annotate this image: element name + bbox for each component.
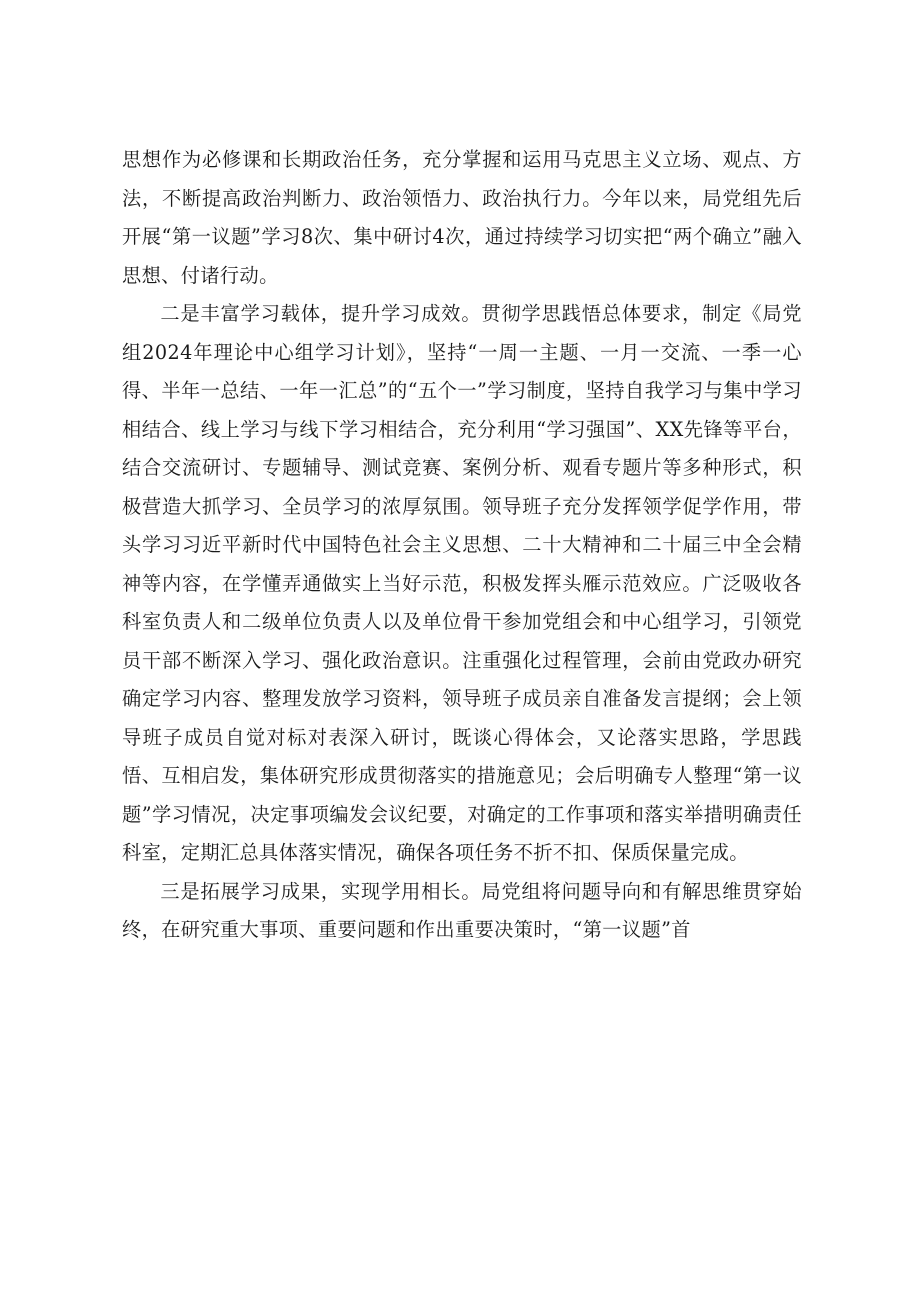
paragraph-enrich-study-carriers: 二是丰富学习载体，提升学习成效。贯彻学思践悟总体要求，制定《局党组2024年理论中心组学习计划》，坚持“一周一主题、一月一交流、一季一心得、半年一总结、一年一汇总”的“五个一”学习制度，坚持自我学习与集中学习相结合、线上学习与线下学习相结合，充分利用“学习强国”、XX先锋等平台，结合交流研讨、专题辅导、测试竞赛、案例分析、观看专题片等多种形式，积极营造大抓学习、全员学习的浓厚氛围。领导班子充分发挥领学促学作用，带头学习习近平新时代中国特色社会主义思想、二十大精神和二十届三中全会精神等内容，在学懂弄通做实上当好示范，积极发挥头雁示范效应。广泛吸收各科室负责人和二级单位负责人以及单位骨干参加党组会和中心组学习，引领党员干部不断深入学习、强化政治意识。注重强化过程管理，会前由党政办研究确定学习内容、整理发放学习资料，领导班子成员亲自准备发言提纲；会上领导班子成员自觉对标对表深入研讨，既谈心得体会，又论落实思路，学思践悟、互相启发，集体研究形成贯彻落实的措施意见；会后明确专人整理“第一议题”学习情况，决定事项编发会议纪要，对确定的工作事项和落实举措明确责任科室，定期汇总具体落实情况，确保各项任务不折不扣、保质保量完成。 [122,302,802,864]
document-body [122,141,802,950]
paragraph-continuation: 思想作为必修课和长期政治任务，充分掌握和运用马克思主义立场、观点、方法，不断提高政治判断力、政治领悟力、政治执行力。今年以来，局党组先后开展“第一议题”学习8次、集中研讨4次，通过持续学习切实把“两个确立”融入思想、付诸行动。 [122,148,802,287]
paragraph-expand-study-results: 三是拓展学习成果，实现学用相长。局党组将问题导向和有解思维贯穿始终，在研究重大事项、重要问题和作出重要决策时，“第一议题”首 [122,879,802,941]
